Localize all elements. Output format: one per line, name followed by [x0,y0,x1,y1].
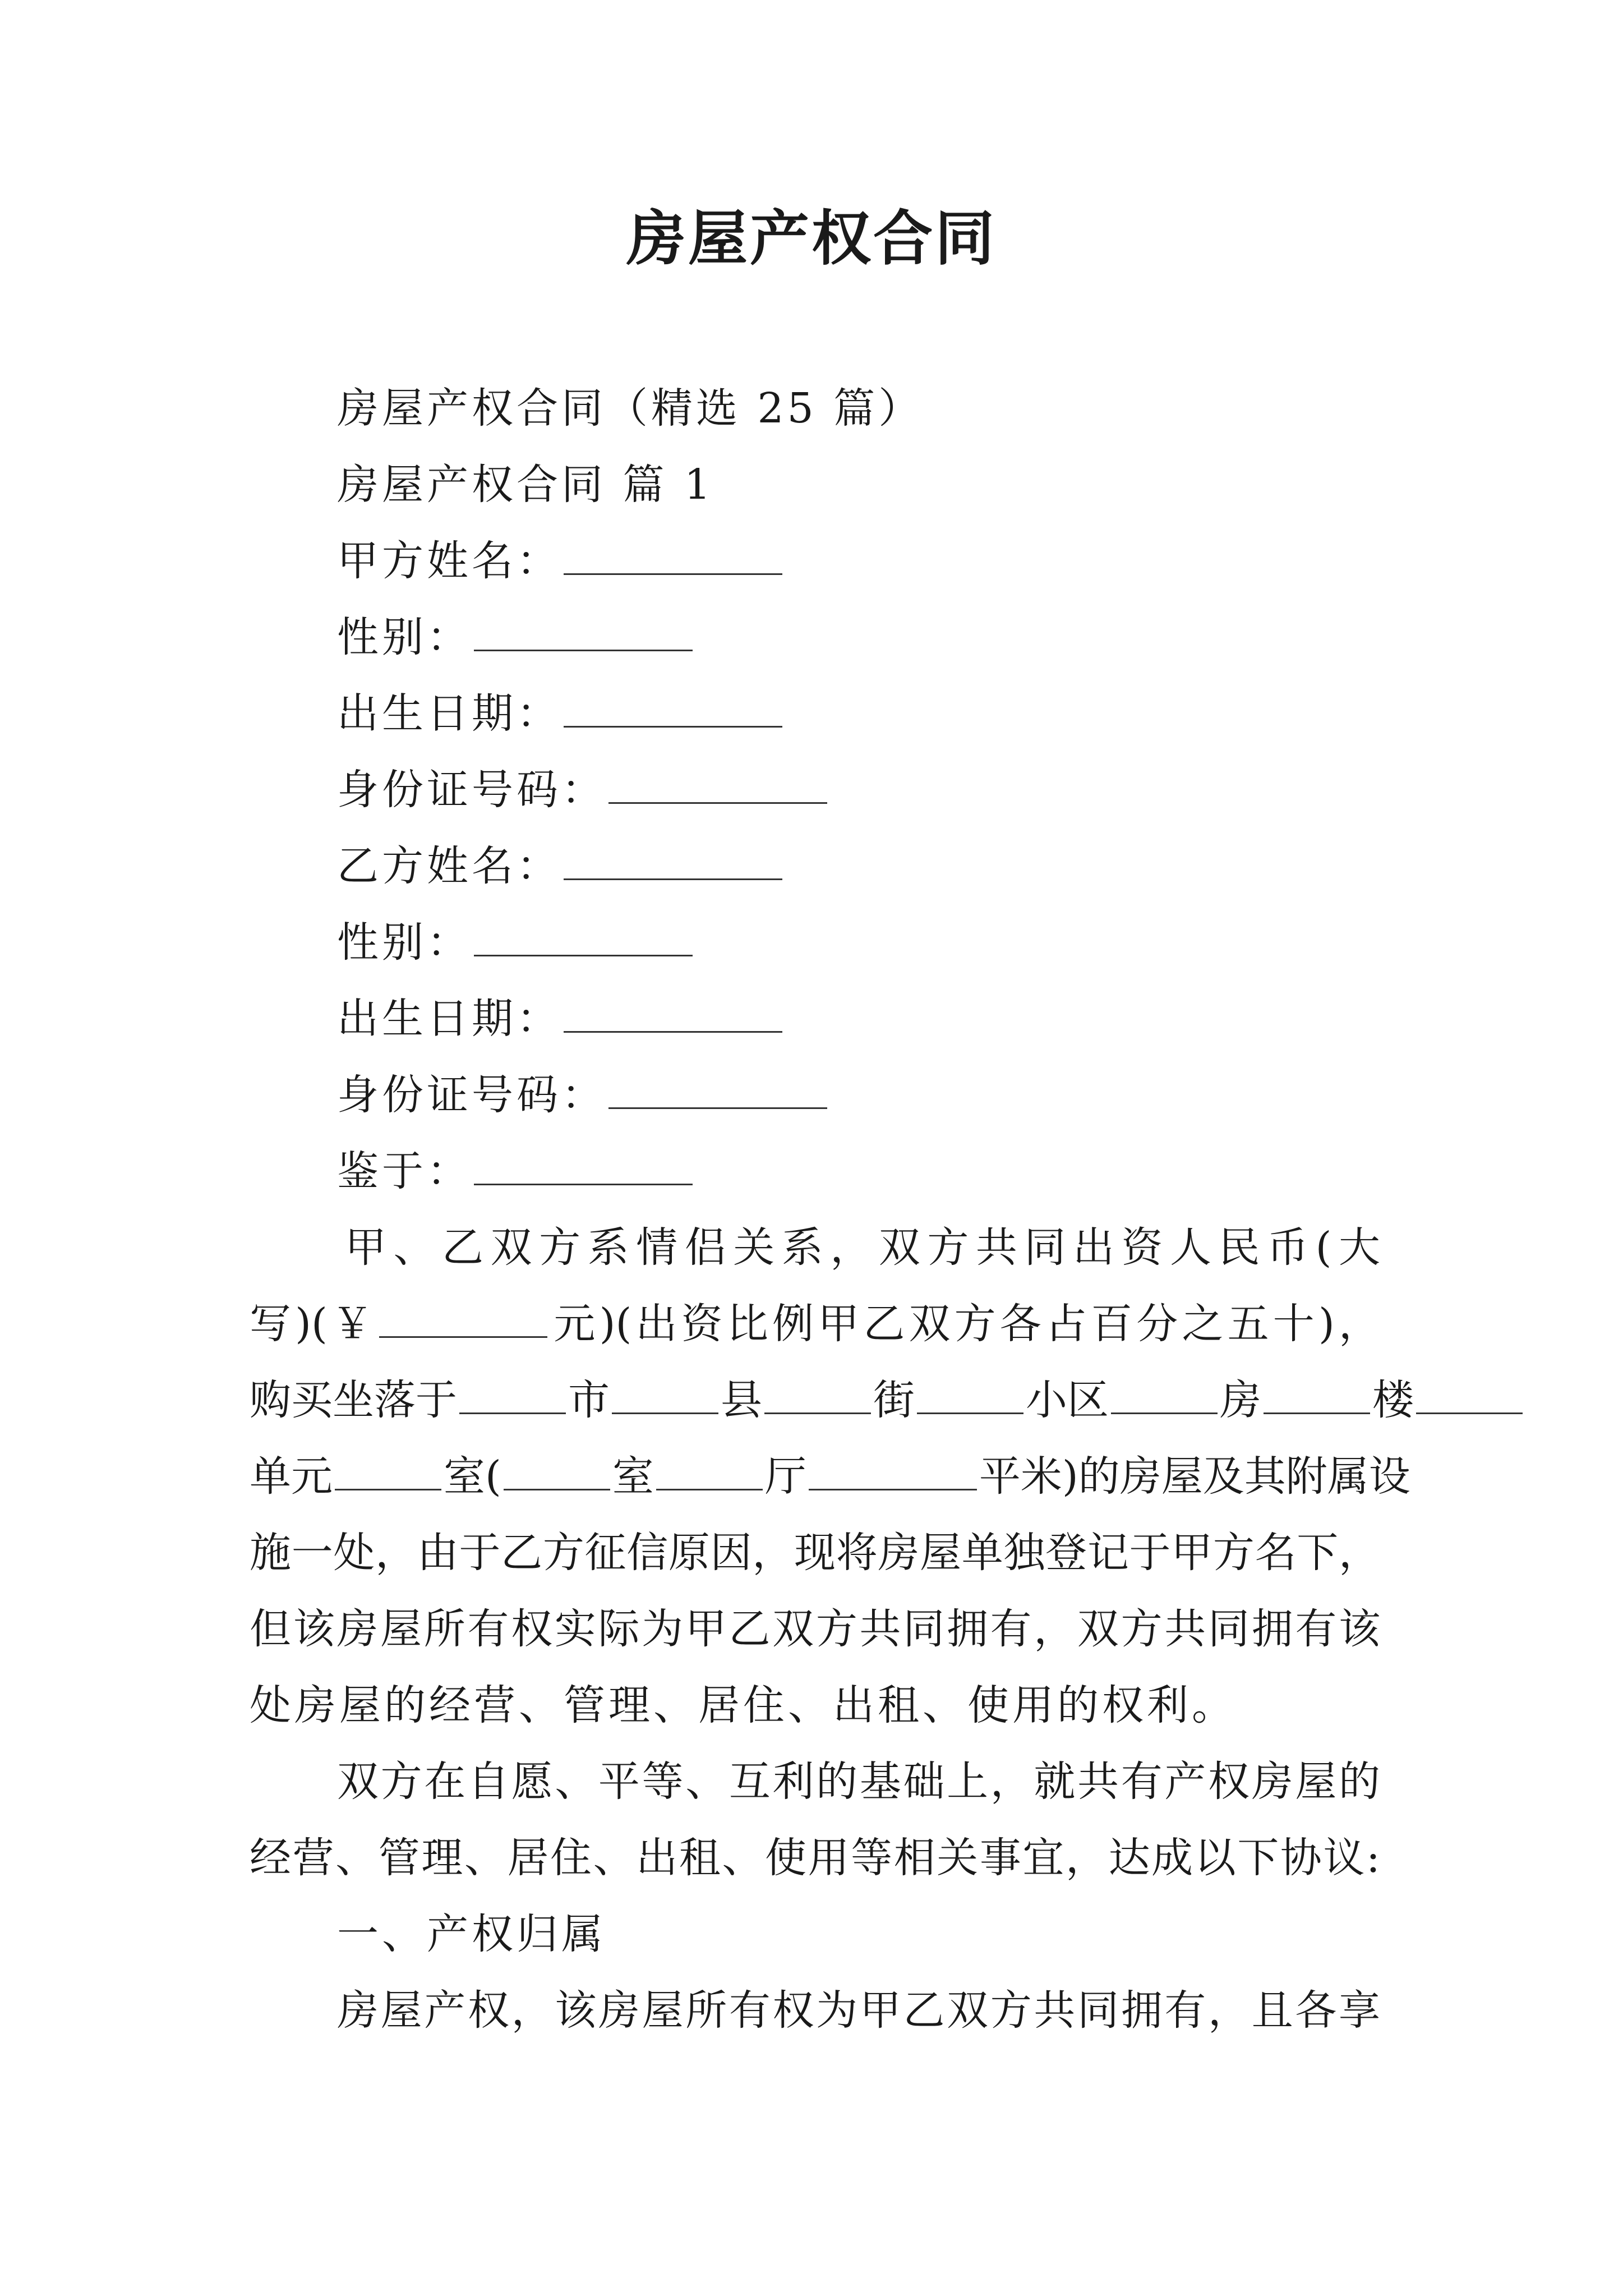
p1-l2-text-a: 写)(￥ [250,1300,377,1348]
party-b-name-label: 乙方姓名： [337,842,561,890]
p1-line-7: 处房屋的经营、管理、居住、出租、使用的权利。 [250,1681,1237,1729]
p1-line-4 [250,1438,1410,1515]
area-blank [809,1480,977,1490]
paragraph-2 [250,1743,1380,1896]
p1-line-1: 甲、乙双方系情侣关系，双方共同出资人民币(大 [345,1223,1380,1272]
party-b-name-row [250,828,1380,904]
p1-l2-text-b: 元)(出资比例甲乙双方各占百分之五十)， [550,1300,1381,1348]
party-b-id-blank [608,1099,827,1109]
party-a-name-row [250,523,1380,599]
party-a-gender-row [250,599,1380,675]
party-b-birth-label: 出生日期： [337,995,561,1043]
halls-blank [656,1480,763,1490]
p2-line-2: 经营、管理、居住、出租、使用等相关事宜，达成以下协议: [250,1834,1380,1882]
p1-l4-text-a: 单元 [250,1452,333,1501]
party-b-birth-blank [564,1023,782,1033]
party-a-gender-blank [474,641,693,651]
p1-line-3 [250,1362,1414,1438]
paragraph-1 [250,1209,1414,1743]
amount-blank [379,1328,547,1338]
p1-l4-text-b: 室( [444,1452,501,1501]
p1-l4-text-d: 厅 [764,1452,806,1501]
document-title: 房屋产权合同 [626,203,997,273]
party-b-name-blank [564,870,782,880]
whereas-blank [474,1175,693,1185]
party-a-id-label: 身份证号码： [337,766,606,814]
party-a-birth-blank [564,717,782,728]
party-b-id-row [250,1057,1380,1133]
city-blank [459,1404,566,1414]
party-a-id-row [250,752,1380,828]
party-b-birth-row [250,981,1380,1057]
p1-l4-text-e: 平米)的房屋及其附属设 [979,1452,1410,1501]
party-b-gender-blank [474,946,693,956]
p1-line-6: 但该房屋所有权实际为甲乙双方共同拥有，双方共同拥有该 [250,1605,1380,1653]
p1-l3-text-c: 县 [721,1376,762,1424]
document-body [250,370,1414,2049]
p1-l4-text-c: 室 [612,1452,654,1501]
party-b-gender-label: 性别： [337,918,472,967]
party-b-id-label: 身份证号码： [337,1071,606,1119]
p1-line-2 [250,1286,1380,1362]
whereas-label: 鉴于： [337,1147,472,1195]
rooms-blank [504,1480,610,1490]
p2-line-1: 双方在自愿、平等、互利的基础上，就共有产权房屋的 [337,1757,1380,1806]
collection-title: 房屋产权合同（精选 25 篇） [337,384,924,432]
paragraph-3 [250,1972,1380,2049]
unit-blank [1416,1404,1523,1414]
party-a-gender-label: 性别： [337,613,472,661]
house-blank [1111,1404,1218,1414]
p1-l3-text-f: 房 [1220,1376,1261,1424]
building-blank [1264,1404,1370,1414]
p1-line-5: 施一处，由于乙方征信原因，现将房屋单独登记于甲方名下， [250,1529,1380,1577]
party-a-name-blank [564,565,782,575]
party-a-birth-label: 出生日期： [337,689,561,738]
community-blank [917,1404,1023,1414]
p1-l3-text-e: 小区 [1026,1376,1109,1424]
party-a-id-blank [608,794,827,804]
street-blank [764,1404,871,1414]
article-title: 房屋产权合同 篇 1 [337,461,714,509]
whereas-row [250,1133,1380,1209]
county-blank [612,1404,718,1414]
p1-l3-text-b: 市 [568,1376,610,1424]
section-1-heading: 一、产权归属 [337,1910,606,1958]
party-a-name-label: 甲方姓名： [337,537,561,585]
p1-l3-text-a: 购买坐落于 [250,1376,457,1424]
p3-line-1: 房屋产权，该房屋所有权为甲乙双方共同拥有，且各享 [337,1986,1380,2035]
party-b-gender-row [250,904,1380,981]
party-a-birth-row [250,675,1380,752]
p1-l3-text-d: 街 [873,1376,915,1424]
room-number-blank [335,1480,441,1490]
p1-l3-text-g: 楼 [1372,1376,1414,1424]
